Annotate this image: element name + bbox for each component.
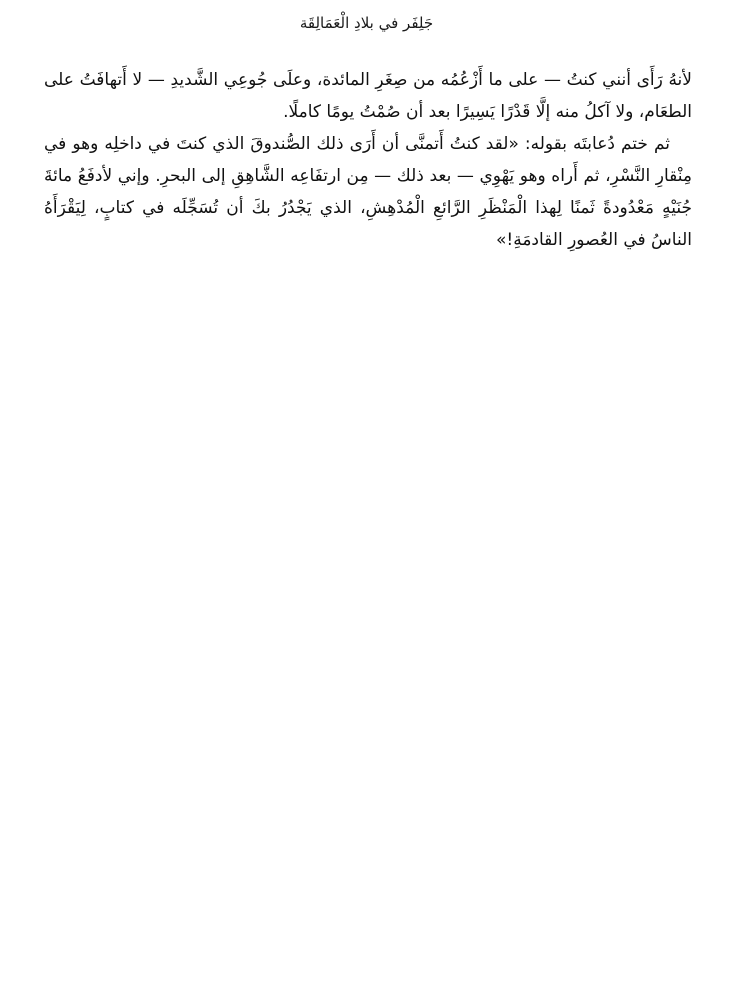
page-header-title: جَلِفَر في بلادِ الْعَمَالِقَة [299, 14, 434, 32]
page-body [44, 64, 692, 256]
paragraph-1: لأنهُ رَأَى أنني كنتُ — على ما أَزْعُمُه من صِغَرِ المائدة، وعلَى جُوعِي الشَّديدِ — لا أَتهافَتُ على الطعَام، ولا آكلُ منه إلَّا قَدْرًا يَسِيرًا بعد أن صُمْتُ يومًا كاملًا. [44, 70, 692, 122]
paragraph-2: ثم ختم دُعابتَه بقوله: «لقد كنتُ أَتمنَّى أن أَرَى ذلك الصُّندوقَ الذي كنتَ في داخلِه وهو في مِنْقارِ النَّسْرِ، ثم أَراه وهو يَهْوِي — بعد ذلك — مِن ارتفَاعِه الشَّاهِقِ إلى البحرِ. وإني لأدفَعُ مائةَ جُنَيْهٍ مَعْدُودةً ثَمنًا لِهذا الْمَنْظَرِ الرَّائعِ الْمُدْهِشِ، الذي يَجْدُرُ بكَ أن تُسَجِّلَه في كتابٍ، لِيَقْرَأَهُ الناسُ في العُصورِ القادمَةِ!» [44, 134, 692, 250]
